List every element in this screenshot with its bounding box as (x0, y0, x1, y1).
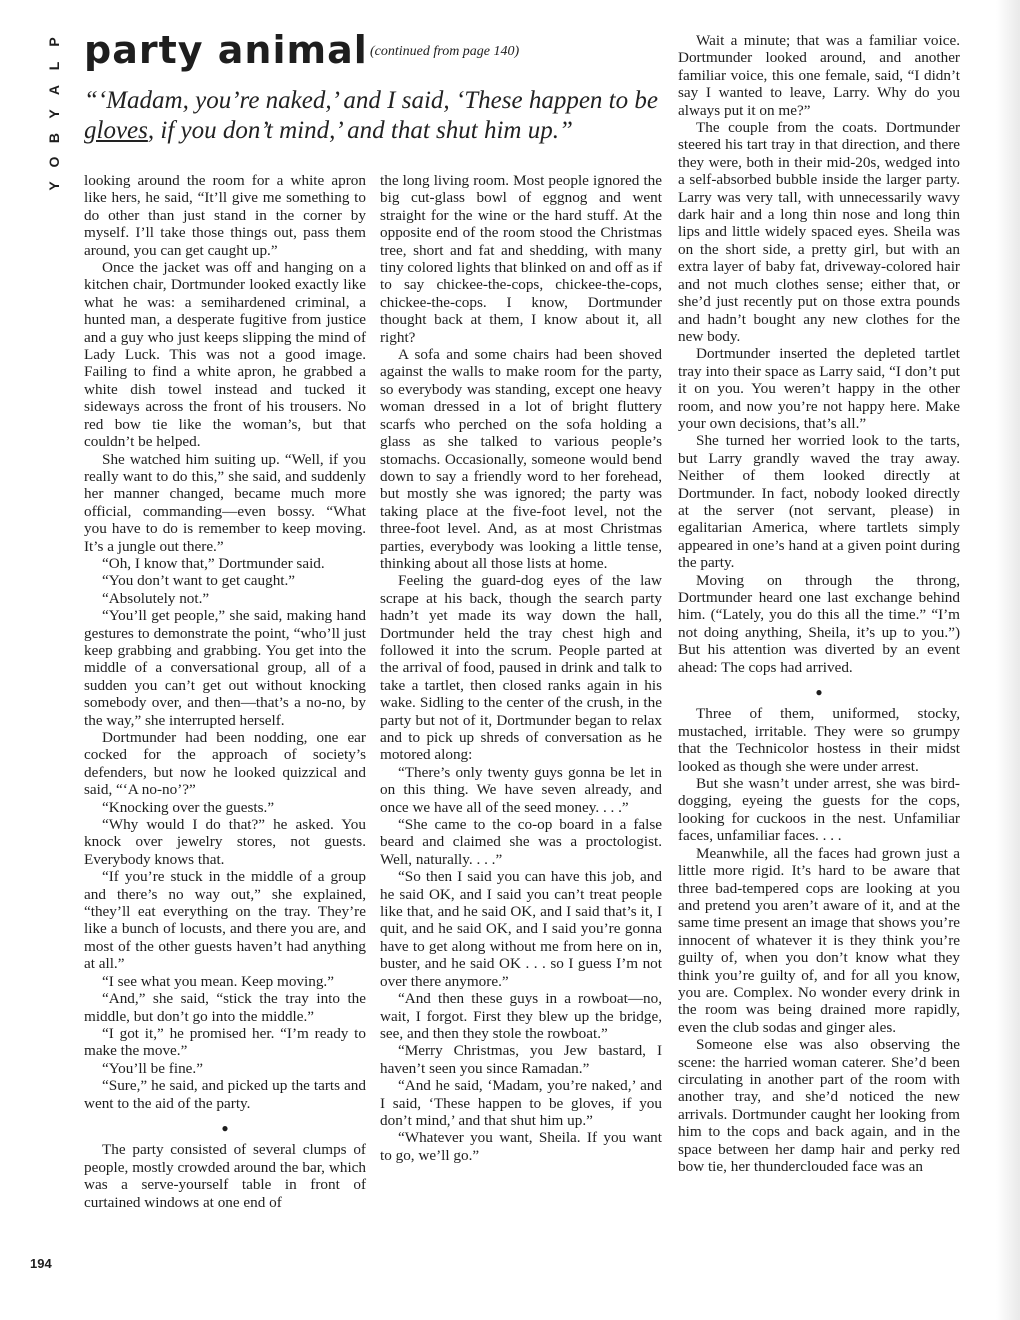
continued-note: (continued from page 140) (370, 44, 520, 59)
paragraph: “Knocking over the guests.” (102, 798, 275, 816)
paragraph: Dortmunder inserted the depleted tartlet tray into their space as Larry said, “I don’t put it on you. You weren’t happy in the other room, and now you’re not happy here. Make your own decisions, that’s all.” (678, 345, 960, 432)
paragraph: A sofa and some chairs had been shoved against the walls to make room for the party, so everybody was standing, except one heavy woman dressed in a lot of bright fluttery scarfs who perched on the sofa holding a glass as she talked to various people’s stomachs. Occasionally, someone would bend down to say a friendly word to her forehead, but mostly she was ignored; the party was taking place at the five-foot level, not the three-foot level. And, as at most Christmas parties, everybody was looking a little tense, thinking about all those lists at home. (380, 346, 662, 572)
paragraph: “There’s only twenty guys gonna be let in on this thing. We have seven already, and once we have all of the seed money. . . .” (380, 763, 662, 816)
paragraph: “I got it,” he promised her. “I’m ready to make the move.” (84, 1024, 366, 1060)
paragraph: “And,” she said, “stick the tray into the middle, but don’t go into the middle.” (84, 990, 366, 1025)
article-title: party animal (84, 28, 368, 72)
paragraph: “So then I said you can have this job, and he said OK, and I said you can’t treat people like that, and he said OK, and I said that’s it, I quit, and he said OK, and I said you’re gonna have to get along without me from here on in, buster, and he said OK . . . so I guess I’m not over there anymore.” (380, 868, 662, 990)
paragraph: “If you’re stuck in the middle of a group and there’s no way out,” she explained, “they’ll eat everything on the tray. They’re like a bunch of locusts, and there you are, and most of the other guests haven’t had anything at all.” (84, 868, 366, 973)
masthead-letter: B (46, 132, 62, 144)
paragraph: But she wasn’t under arrest, she was bird-dogging, eyeing the guests for the cops, looking for cuckoos in the nest. Unfamiliar faces, unfamiliar faces. . . . (678, 775, 960, 845)
paragraph: She turned her worried look to the tarts, but Larry grandly waved the tray away. Neither of them looked directly at Dortmunder. In fact, nobody looked directly at the server (not servant, please) in egalitarian America, where tartlets simply appeared in one’s hand at a given point during the party. (678, 432, 960, 572)
paragraph: “And then these guys in a rowboat—no, wait, I forgot. First they blew up the bridge, see, and then they stole the rowboat.” (380, 990, 662, 1042)
page-number: 194 (30, 1256, 52, 1271)
masthead-letter: L (46, 61, 62, 71)
paragraph: “Why would I do that?” he asked. You knock over jewelry stores, not guests. Everybody knows that. (84, 816, 366, 868)
paragraph: Meanwhile, all the faces had grown just a little more rigid. It’s hard to be aware that three bad-tempered cops are looking at you and pretend you aren’t aware of it, and at the same time present an image that shows you’re innocent of whatever it is they think you’re guilty of, when you don’t know what they think you’re guilty of, and for all you know, you are. Complex. No wonder every drink in the room was being drained more rapidly, even the club sodas and ginger ales. (678, 844, 960, 1036)
paragraph: “You’ll get people,” she said, making hand gestures to demonstrate the point, “who’ll just keep grabbing and grabbing. You get into the middle of a conversational group, all of a sudden you can’t get out without knocking somebody over, and then—that’s a no-no, by the way,” she interrupted herself. (84, 607, 366, 729)
paragraph: She watched him suiting up. “Well, if you really want to do this,” she said, and suddenly her manner changed, became much more official, commanding—even bossy. “What you have to do is remember to keep moving. It’s a jungle out there.” (84, 450, 366, 555)
paragraph: “I see what you mean. Keep moving.” (102, 972, 334, 990)
paragraph: Moving on through the throng, Dortmunder heard one last exchange behind him. (“Lately, you do this all the time.” “I’m not doing anything, Sheila, it’s up to you.”) But his attention was diverted by an event ahead: The cops had arrived. (678, 571, 960, 676)
paragraph: “Oh, I know that,” Dortmunder said. (102, 554, 325, 572)
paragraph: “Merry Christmas, you Jew bastard, I haven’t seen you since Ramadan.” (380, 1042, 662, 1077)
pull-quote (84, 86, 664, 146)
pull-quote-end: , if you don’t mind,’ and that shut him up.” (147, 117, 573, 144)
masthead-letter: P (46, 37, 62, 47)
section-break-bullet: ● (221, 1120, 229, 1135)
pull-quote-start: “‘Madam, you’re naked,’ and I said, ‘These happen to be (84, 87, 658, 114)
paragraph: “You don’t want to get caught.” (102, 572, 296, 590)
paragraph: Once the jacket was off and hanging on a kitchen chair, Dortmunder looked exactly like what he was: a semihardened criminal, a hunted man, a desperate fugitive from justice and a guy who just keeps slipping the mind of Lady Luck. This was not a good image. Failing to find a white apron, he grabbed a white dish towel instead and tucked it sideways across the front of his trousers. No red bow tie like the woman’s, but that couldn’t be helped. (84, 259, 366, 451)
page-edge-shadow (996, 0, 1020, 1320)
paragraph: Dortmunder had been nodding, one ear cocked for the approach of society’s defenders, but now he looked quizzical and said, “‘A no-no’?” (84, 729, 366, 799)
paragraph: Someone else was also observing the scene: the harried woman caterer. She’d been circulating in another part of the room with another tray, and she’d noticed the new arrivals. Dortmunder caught her looking from him to the cops and back again, and in the space between her damp hair and perky red bow tie, her thunderclouded face was an (678, 1036, 960, 1175)
section-break-bullet: ● (815, 685, 823, 700)
paragraph: Three of them, uniformed, stocky, mustached, irritable. They were so grumpy that the Technicolor hostess in their midst looked as though she were under arrest. (678, 705, 960, 775)
paragraph: “She came to the co-op board in a false beard and claimed she was a proctologist. Well, naturally. . . .” (380, 816, 662, 868)
paragraph: “And he said, ‘Madam, you’re naked,’ and I said, ‘These happen to be gloves, if you don’t mind,’ and that shut him up.” (380, 1077, 662, 1129)
pull-quote-underlined: gloves (84, 117, 148, 144)
paragraph: The couple from the coats. Dortmunder steered his tart tray in that direction, and there they were, both in their mid-20s, wedged into a self-absorbed bubble inside the larger party. Larry was very tall, with unnecessarily wavy dark hair and a long thin nose and long thin lips and little widely spaced eyes. Sheila was on the short side, a pretty girl, but with an extra layer of baby fat, driveway-colored hair and not much clothes sense; either that, or she’d just recently put on those extra pounds and hadn’t bought any new clothes for the new body. (678, 119, 960, 345)
paragraph: The party consisted of several clumps of people, mostly crowded around the bar, which was a serve-yourself table in front of curtained windows at one end of (84, 1141, 366, 1211)
masthead-letter: A (46, 84, 62, 96)
paragraph: “Sure,” he said, and picked up the tarts and went to the aid of the party. (84, 1077, 366, 1112)
text-column-1 (84, 172, 366, 1211)
magazine-masthead (40, 30, 68, 198)
paragraph: the long living room. Most people ignored the big cut-glass bowl of eggnog and went straight for the wine or the hard stuff. At the opposite end of the room stood the Christmas tree, short and fat and shedding, with many tiny colored lights that blinked on and off as if to say chickee-the-cops, chickee-the-cops, chickee-the-cops. I know, Dortmunder thought back at them, I know about it, all right? (380, 172, 662, 346)
masthead-letter: O (46, 156, 62, 168)
masthead-letter: Y (46, 181, 62, 191)
masthead-letter: Y (46, 109, 62, 119)
paragraph: “You’ll be fine.” (102, 1059, 203, 1077)
paragraph: Wait a minute; that was a familiar voice. Dortmunder looked around, and another familiar voice, this one female, said, “I didn’t say I wanted to leave, Larry. Why do you always put it on me?” (678, 32, 960, 119)
paragraph: looking around the room for a white apron like hers, he said, “It’ll give me something to do other than just stand in the corner by myself. I’ll take those things out, pass them around, you can get caught up.” (84, 172, 366, 259)
paragraph: “Absolutely not.” (102, 589, 210, 607)
paragraph: “Whatever you want, Sheila. If you want to go, we’ll go.” (380, 1129, 662, 1164)
text-column-2 (380, 172, 662, 1164)
paragraph: Feeling the guard-dog eyes of the law scrape at his back, though the search party hadn’t yet made its way down the hall, Dortmunder held the tray chest high and followed it into the scrum. People parted at the arrival of food, paused in drink and talk to take a tartlet, then closed ranks again in his wake. Sidling to the center of the crush, in the party but not of it, Dortmunder began to relax and to pick up shreds of conversation as he motored along: (380, 572, 662, 764)
text-column-3 (678, 32, 960, 1175)
